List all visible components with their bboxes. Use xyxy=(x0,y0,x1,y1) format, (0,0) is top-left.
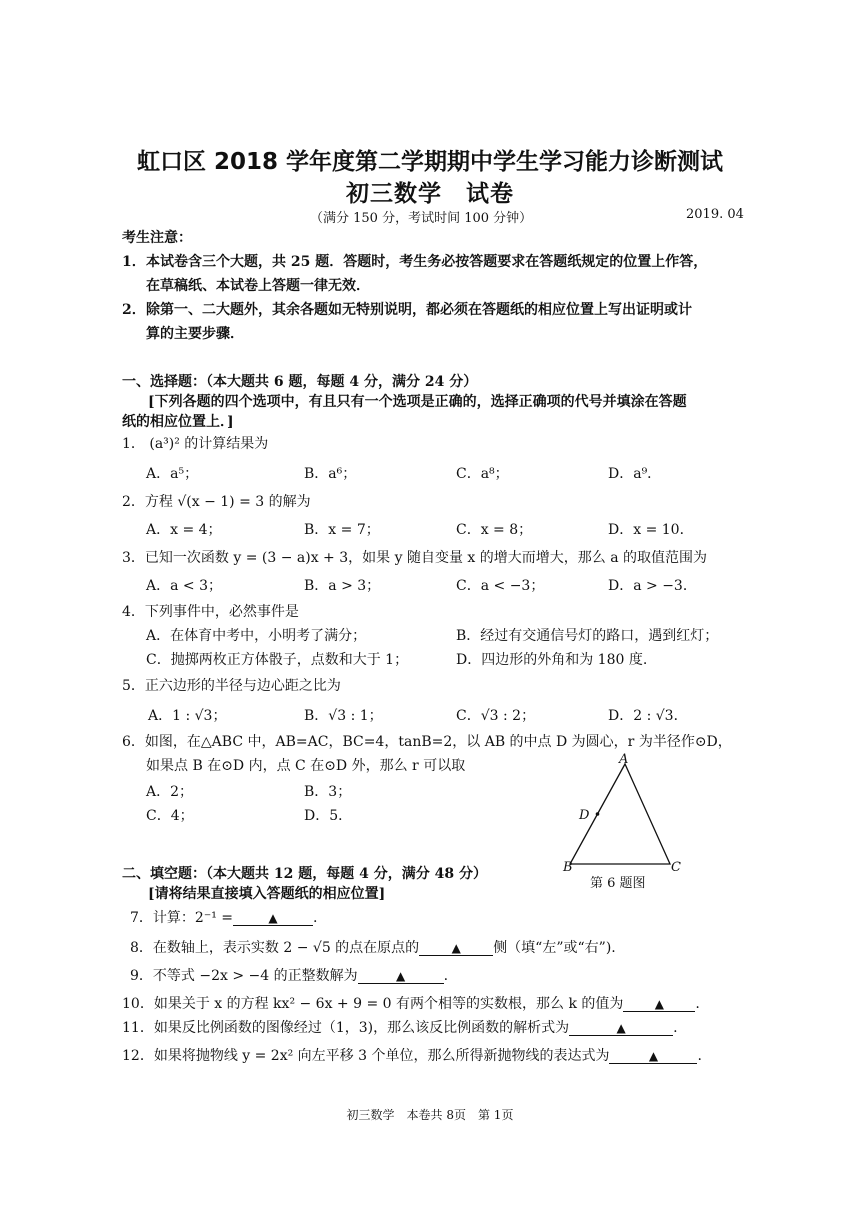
question-11-text: 11．如果反比例函数的图像经过（1，3)，那么该反比例函数的解析式为 xyxy=(122,1020,570,1036)
section1-heading: 一、选择题：（本大题共 6 题，每题 4 分，满分 24 分） xyxy=(122,374,478,390)
question-9 xyxy=(130,965,448,985)
question-7-text: 7．计算：2⁻¹ = xyxy=(130,910,233,926)
answer-blank xyxy=(623,997,695,1012)
notice-item-1-num: 1． xyxy=(122,254,146,270)
exam-title: 虹口区 2018 学年度第二学期期中学生学习能力诊断测试 xyxy=(136,149,724,175)
question-2-option-c: C．x = 8； xyxy=(456,522,533,538)
label-d: D xyxy=(579,808,590,823)
label-c: C xyxy=(671,860,681,875)
figure-caption: 第 6 题图 xyxy=(590,876,646,891)
question-3-option-b: B．a > 3； xyxy=(304,578,381,594)
question-4-option-b: B．经过有交通信号灯的路口，遇到红灯； xyxy=(456,628,719,644)
question-6-stem-line2: 如果点 B 在⊙D 内，点 C 在⊙D 外，那么 r 可以取 xyxy=(146,758,466,774)
question-10 xyxy=(122,993,700,1013)
question-5-stem: 5．正六边形的半径与边心距之比为 xyxy=(122,678,341,694)
section1-instruction-line1: [下列各题的四个选项中，有且只有一个选项是正确的，选择正确项的代号并填涂在答题 xyxy=(148,394,687,410)
question-9-text: 9．不等式 −2x > −4 的正整数解为 xyxy=(130,968,358,984)
notice-item-2-line2: 算的主要步骤． xyxy=(146,326,244,342)
question-5-option-b: B．√3 : 1； xyxy=(304,708,383,724)
triangle-marker-icon: ▲ xyxy=(616,1021,626,1035)
question-9-end: . xyxy=(443,968,449,984)
label-a: A xyxy=(619,752,629,767)
question-12 xyxy=(122,1045,702,1065)
question-11 xyxy=(122,1017,678,1037)
question-5-option-d: D．2 : √3． xyxy=(608,708,688,724)
notice-item-1-line2: 在草稿纸、本试卷上答题一律无效． xyxy=(146,278,370,294)
question-6-option-c: C．4； xyxy=(146,808,194,824)
notice-item-2-line1: 除第一、二大题外，其余各题如无特别说明，都必须在答题纸的相应位置上写出证明或计 xyxy=(146,302,692,318)
question-8-text: 8．在数轴上，表示实数 2 − √5 的点在原点的 xyxy=(130,940,420,956)
notice-item-1-line1: 本试卷含三个大题，共 25 题．答题时，考生务必按答题要求在答题纸规定的位置上作答， xyxy=(146,254,708,270)
question-4-stem: 4．下列事件中，必然事件是 xyxy=(122,604,299,620)
question-4-option-c: C．抛掷两枚正方体骰子，点数和大于 1； xyxy=(146,652,409,668)
answer-blank xyxy=(569,1021,673,1036)
question-1-option-b: B．a⁶； xyxy=(304,466,357,482)
question-8 xyxy=(130,937,616,957)
midpoint-d xyxy=(596,812,600,816)
question-3-option-a: A．a < 3； xyxy=(146,578,222,594)
answer-blank xyxy=(609,1049,697,1064)
question-2-stem: 2．方程 √(x − 1) = 3 的解为 xyxy=(122,494,311,510)
triangle-marker-icon: ▲ xyxy=(451,941,461,955)
notice-item-2-num: 2． xyxy=(122,302,146,318)
score-info: （满分 150 分，考试时间 100 分钟） xyxy=(310,211,533,226)
question-10-text: 10．如果关于 x 的方程 kx² − 6x + 9 = 0 有两个相等的实数根，那么 k 的值为 xyxy=(122,996,624,1012)
question-4-option-a: A．在体育中考中，小明考了满分； xyxy=(146,628,367,644)
question-7-end: . xyxy=(313,910,318,926)
question-5-option-c: C．√3 : 2； xyxy=(456,708,536,724)
question-1-stem: 1． (a³)² 的计算结果为 xyxy=(122,436,269,452)
question-1-option-d: D．a⁹． xyxy=(608,466,662,482)
question-3-option-c: C．a < −3； xyxy=(456,578,545,594)
triangle-marker-icon: ▲ xyxy=(268,911,278,925)
question-10-end: . xyxy=(695,996,700,1012)
question-6-option-a: A．2； xyxy=(146,784,194,800)
question-2-option-a: A．x = 4； xyxy=(146,522,222,538)
label-b: B xyxy=(563,860,573,875)
question-3-option-d: D．a > −3． xyxy=(608,578,697,594)
question-6-stem-line1: 6．如图，在△ABC 中，AB=AC，BC=4，tanB=2，以 AB 的中点 D 为圆心，r 为半径作⊙D， xyxy=(122,734,732,750)
triangle-marker-icon: ▲ xyxy=(395,969,406,983)
question-11-end: . xyxy=(673,1020,678,1036)
question-3-stem: 3．已知一次函数 y = (3 − a)x + 3，如果 y 随自变量 x 的增大而增大，那么 a 的取值范围为 xyxy=(122,550,707,566)
triangle-marker-icon: ▲ xyxy=(648,1049,659,1063)
notice-heading: 考生注意： xyxy=(122,230,192,246)
question-6-option-d: D．5． xyxy=(304,808,353,824)
question-8-end: 侧（填“左”或“右”). xyxy=(493,940,616,956)
exam-subtitle: 初三数学 试卷 xyxy=(346,181,514,207)
question-5-option-a: A．1 : √3； xyxy=(148,708,227,724)
question-2-option-b: B．x = 7； xyxy=(304,522,380,538)
question-1-option-c: C．a⁸； xyxy=(456,466,509,482)
answer-blank xyxy=(419,941,493,956)
question-1-option-a: A．a⁵； xyxy=(146,466,199,482)
section2-instruction: [请将结果直接填入答题纸的相应位置] xyxy=(148,886,386,902)
answer-blank xyxy=(358,969,444,984)
question-12-text: 12．如果将抛物线 y = 2x² 向左平移 3 个单位，那么所得新抛物线的表达式为 xyxy=(122,1048,610,1064)
question-12-end: . xyxy=(697,1048,702,1064)
answer-blank xyxy=(233,911,313,926)
section2-heading: 二、填空题：（本大题共 12 题，每题 4 分，满分 48 分） xyxy=(122,866,487,882)
page-footer: 初三数学 本卷共 8页 第 1页 xyxy=(346,1108,514,1122)
question-6-option-b: B．3； xyxy=(304,784,352,800)
question-7 xyxy=(130,907,317,927)
section1-instruction-line2: 纸的相应位置上．] xyxy=(122,414,234,430)
question-4-option-d: D．四边形的外角和为 180 度. xyxy=(456,652,648,668)
question-2-option-d: D．x = 10． xyxy=(608,522,694,538)
triangle-marker-icon: ▲ xyxy=(654,997,665,1011)
exam-date: 2019. 04 xyxy=(686,207,744,222)
